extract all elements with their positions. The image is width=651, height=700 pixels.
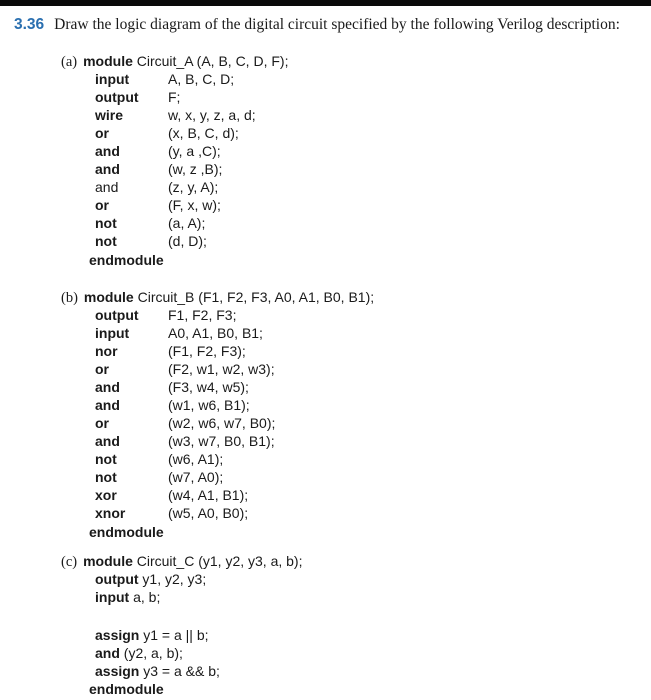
- problem-statement: Draw the logic diagram of the digital circuit specified by the following Verilog description:: [54, 16, 620, 33]
- part-a-keyword: input: [95, 71, 130, 87]
- part-b-keyword: not: [95, 451, 117, 467]
- part-b-signature: Circuit_B (F1, F2, F3, A0, A1, B0, B1);: [137, 289, 375, 305]
- part-b-argument: A0, A1, B0, B1;: [168, 325, 263, 341]
- part-c-input-line: [95, 588, 160, 606]
- part-a-signature: Circuit_A (A, B, C, D, F);: [136, 53, 289, 69]
- part-b-keyword: xnor: [95, 505, 126, 521]
- part-c-output-line: [95, 570, 206, 588]
- part-a-keyword: wire: [95, 107, 124, 123]
- part-b-keyword: and: [95, 397, 120, 413]
- part-a-keyword: and: [95, 143, 120, 159]
- part-b-argument: (w6, A1);: [168, 451, 224, 467]
- part-a-keyword: or: [95, 125, 109, 141]
- part-a-keyword: and: [95, 179, 119, 195]
- part-a-module-keyword: module: [83, 53, 133, 69]
- part-a-keyword: output: [95, 89, 139, 105]
- part-c-module-keyword: module: [83, 553, 133, 569]
- part-b-keyword: nor: [95, 343, 118, 359]
- part-b-argument: (w4, A1, B1);: [168, 487, 249, 503]
- part-b-argument: (w7, A0);: [168, 469, 224, 485]
- part-c-header: [61, 552, 302, 571]
- part-c-assign-y3-line: [95, 662, 220, 680]
- part-c-and-args: (y2, a, b);: [123, 645, 183, 661]
- part-a-keyword: or: [95, 197, 109, 213]
- part-a-argument: w, x, y, z, a, d;: [168, 107, 256, 123]
- part-b-keyword: not: [95, 469, 117, 485]
- part-c-endmodule: endmodule: [89, 681, 164, 697]
- part-a-header: [61, 52, 288, 71]
- part-b-keyword: input: [95, 325, 130, 341]
- part-b-argument: (w3, w7, B0, B1);: [168, 433, 275, 449]
- part-b-keyword: and: [95, 433, 120, 449]
- part-a-keyword: and: [95, 161, 120, 177]
- part-b-argument: (F3, w4, w5);: [168, 379, 249, 395]
- part-c-assign-y1-line: [95, 626, 209, 644]
- part-b-keyword: or: [95, 361, 109, 377]
- part-c-signature: Circuit_C (y1, y2, y3, a, b);: [136, 553, 303, 569]
- part-a-argument: (y, a ,C);: [168, 143, 221, 159]
- part-b-argument: (F2, w1, w2, w3);: [168, 361, 275, 377]
- part-a-endmodule: endmodule: [89, 252, 164, 268]
- part-b-endmodule: endmodule: [89, 524, 164, 540]
- part-b-argument: (F1, F2, F3);: [168, 343, 246, 359]
- part-a-label: (a): [61, 54, 78, 70]
- part-b-argument: (w5, A0, B0);: [168, 505, 249, 521]
- part-c-output-args: y1, y2, y3;: [142, 571, 207, 587]
- part-c-assign-y1-expr: y1 = a || b;: [143, 627, 209, 643]
- part-c-and-keyword: and: [95, 645, 120, 661]
- part-c-assign-y3-expr: y3 = a && b;: [143, 663, 220, 679]
- part-c-label: (c): [61, 554, 78, 570]
- part-b-keyword: output: [95, 307, 139, 323]
- part-b-label: (b): [61, 290, 78, 306]
- part-c-input-args: a, b;: [133, 589, 161, 605]
- part-a-keyword: not: [95, 233, 117, 249]
- part-a-argument: (d, D);: [168, 233, 207, 249]
- part-c-output-keyword: output: [95, 571, 139, 587]
- part-b-module-keyword: module: [83, 289, 134, 305]
- part-b-argument: F1, F2, F3;: [168, 307, 237, 323]
- part-b-header: [61, 288, 374, 307]
- part-a-argument: F;: [168, 89, 181, 105]
- top-border: [0, 0, 651, 6]
- problem-number: 3.36: [14, 16, 45, 33]
- part-a-argument: A, B, C, D;: [168, 71, 235, 87]
- part-c-assign-keyword: assign: [95, 627, 140, 643]
- part-b-keyword: or: [95, 415, 109, 431]
- part-c-input-keyword: input: [95, 589, 130, 605]
- part-a-argument: (x, B, C, d);: [168, 125, 239, 141]
- part-a-keyword: not: [95, 215, 117, 231]
- part-b-argument: (w1, w6, B1);: [168, 397, 250, 413]
- part-a-argument: (a, A);: [168, 215, 206, 231]
- part-a-argument: (F, x, w);: [168, 197, 221, 213]
- part-b-argument: (w2, w6, w7, B0);: [168, 415, 276, 431]
- part-a-argument: (z, y, A);: [168, 179, 219, 195]
- part-c-assign-keyword: assign: [95, 663, 140, 679]
- part-a-argument: (w, z ,B);: [168, 161, 223, 177]
- part-c-and-line: [95, 644, 183, 662]
- part-b-keyword: and: [95, 379, 120, 395]
- problem-heading: [14, 16, 620, 34]
- part-b-keyword: xor: [95, 487, 117, 503]
